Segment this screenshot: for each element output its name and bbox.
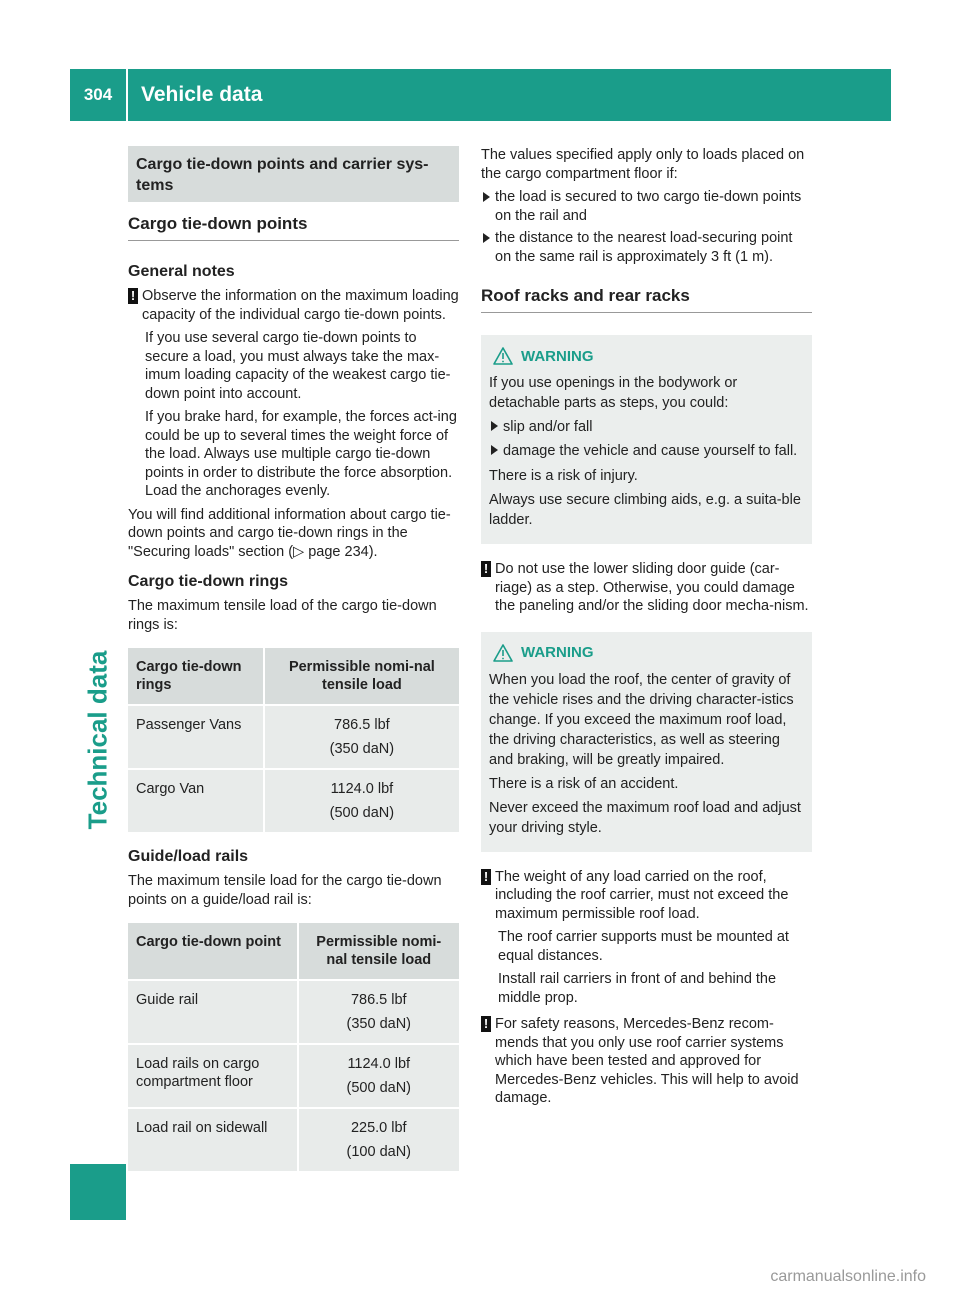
value-lbf: 1124.0 lbf	[330, 781, 394, 797]
table-cell	[263, 704, 459, 768]
table-cell: Load rails on cargo compartment floor	[128, 1043, 297, 1107]
exclamation-icon: !	[128, 288, 138, 304]
warning-text: Never exceed the maximum roof load and adjust your driving style.	[489, 799, 801, 836]
warning-label: WARNING	[521, 347, 594, 365]
note-text: The roof carrier supports must be mounted at equal distances.	[498, 929, 789, 964]
exclamation-icon: !	[481, 1016, 491, 1032]
info-text-content: You will find additional information about cargo tie-down points and cargo tie-down rings in the "Securing loads" section (▷ page 234).	[128, 506, 451, 560]
exclamation-icon: !	[481, 869, 491, 885]
rails-intro: The maximum tensile load for the cargo tie-down points on a guide/load rail is:	[128, 873, 442, 908]
table-cell	[297, 1107, 459, 1171]
rings-intro: The maximum tensile load of the cargo tie-down rings is:	[128, 598, 437, 633]
note-text: If you brake hard, for example, the forces act-ing could be up to several times the weight force of the load. Always use multiple cargo tie-down points in order to distribute the force absorption. Load the anchorages evenly.	[145, 409, 457, 499]
value-dan: (350 daN)	[329, 741, 395, 757]
note-text: Do not use the lower sliding door guide (car-riage) as a step. Otherwise, you could damage the paneling and/or the sliding door mecha-nism.	[495, 561, 809, 614]
list-item: the load is secured to two cargo tie-down points on the rail and	[481, 188, 812, 225]
table-row	[128, 768, 459, 832]
value-lbf: 1124.0 lbf	[347, 1056, 411, 1072]
value-lbf: 786.5 lbf	[350, 992, 407, 1008]
heading-cargo-tie-down-rings: Cargo tie-down rings	[128, 573, 288, 590]
value-dan: (500 daN)	[329, 805, 395, 821]
warning-text: There is a risk of an accident.	[489, 775, 679, 792]
list-item: slip and/or fall	[489, 417, 804, 437]
warning-label: WARNING	[521, 644, 594, 661]
info-text	[128, 506, 459, 562]
table-cell: Passenger Vans	[128, 704, 263, 768]
table-row	[128, 1043, 459, 1107]
list-item: damage the vehicle and cause yourself to fall.	[489, 441, 804, 461]
page-title: Vehicle data	[141, 83, 263, 106]
table-cell: Load rail on sidewall	[128, 1107, 297, 1171]
warning-triangle-icon	[493, 347, 513, 365]
value-dan: (100 daN)	[346, 1144, 411, 1160]
warning-title	[489, 644, 804, 662]
warning-list	[489, 417, 804, 461]
table-cell: Cargo Van	[128, 768, 263, 832]
table-header: Cargo tie-down point	[128, 923, 297, 979]
warning-triangle-icon	[493, 644, 513, 662]
note-block	[481, 1015, 812, 1108]
warning-text: When you load the roof, the center of gravity of the vehicle rises and the driving character-istics change. If you exceed the maximum roof load, the driving characteristics, as well as steering and braking, will be greatly impaired.	[489, 671, 794, 768]
note-block	[481, 560, 812, 616]
table-row	[128, 704, 459, 768]
value-lbf: 786.5 lbf	[334, 717, 390, 733]
value-dan: (500 daN)	[346, 1080, 411, 1096]
header-divider	[126, 69, 128, 121]
table-cell: Guide rail	[128, 979, 297, 1043]
note-text: The weight of any load carried on the roof, including the roof carrier, must not exceed the maximum permissible roof load.	[495, 868, 789, 922]
warning-box	[481, 335, 812, 544]
right-column	[481, 146, 812, 1113]
table-header: Permissible nomi-nal tensile load	[263, 648, 459, 704]
table-row	[128, 1107, 459, 1171]
table-header: Permissible nomi-nal tensile load	[297, 923, 459, 979]
list-item: the distance to the nearest load-securing point on the same rail is approximately 3 ft (1 m).	[481, 229, 812, 266]
note-text: Install rail carriers in front of and behind the middle prop.	[498, 971, 777, 1006]
table-row	[128, 979, 459, 1043]
page-number: 304	[83, 85, 113, 104]
table-cell	[297, 979, 459, 1043]
side-tab-label: Technical data	[82, 650, 113, 830]
watermark: carmanualsonline.info	[770, 1268, 926, 1285]
rails-table	[128, 923, 459, 1171]
warning-text: If you use openings in the bodywork or detachable parts as steps, you could:	[489, 375, 738, 411]
conditions-list	[481, 188, 812, 266]
side-marker	[70, 1164, 126, 1220]
warning-box	[481, 632, 812, 852]
warning-text: Always use secure climbing aids, e.g. a suita-ble ladder.	[489, 492, 801, 528]
exclamation-icon: !	[481, 561, 491, 577]
table-header: Cargo tie-down rings	[128, 648, 263, 704]
note-block	[128, 287, 459, 324]
note-text: If you use several cargo tie-down points to secure a load, you must always take the max-imum loading capacity of the weakest cargo tie-down point into account.	[145, 330, 451, 402]
note-block	[481, 868, 812, 924]
section-title: Cargo tie-down points and carrier sys-tems	[128, 146, 459, 202]
left-column	[128, 146, 459, 1187]
rings-table	[128, 648, 459, 832]
heading-roof-racks: Roof racks and rear racks	[481, 286, 812, 313]
value-dan: (350 daN)	[346, 1016, 411, 1032]
note-text: For safety reasons, Mercedes-Benz recom-mends that you only use roof carrier systems which have been tested and approved for Mercedes-Benz vehicles. This will help to avoid damage.	[495, 1016, 799, 1106]
conditions-intro: The values specified apply only to loads placed on the cargo compartment floor if:	[481, 147, 805, 182]
value-lbf: 225.0 lbf	[350, 1120, 407, 1136]
warning-title	[489, 347, 804, 365]
table-cell	[297, 1043, 459, 1107]
table-cell	[263, 768, 459, 832]
note-text: Observe the information on the maximum loading capacity of the individual cargo tie-down points.	[142, 288, 459, 323]
heading-guide-load-rails: Guide/load rails	[128, 848, 249, 865]
heading-general-notes: General notes	[128, 263, 235, 280]
warning-text: There is a risk of injury.	[489, 468, 638, 484]
heading-cargo-tie-down-points: Cargo tie-down points	[128, 214, 459, 241]
